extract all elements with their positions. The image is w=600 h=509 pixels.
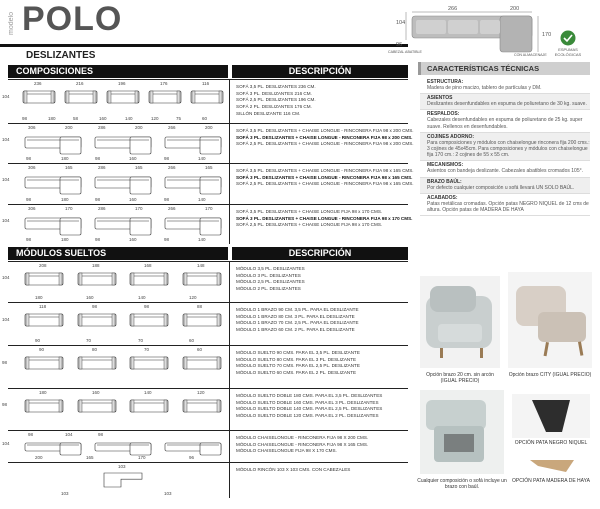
comp-description-line: SOFÁ 3 PL. DESLIZANTES + CHAISE LONGUE - RINCONERA FIJA 98 x 165 CMS. [236,174,413,180]
comp-dim-top: 306 [28,165,36,170]
comp-dim-bottom: 160 [129,197,137,202]
comp-depth-label: 104 [2,94,10,99]
mod-description [236,307,406,334]
mod-sofa-drawing [24,312,64,332]
page-title: POLO [22,0,123,38]
comp-sofa-drawing [190,89,224,109]
mod-dim-bottom: 140 [138,295,146,300]
leg-wood-caption: OPCIÓN PATA MADERA DE HAYA [512,478,590,484]
comp-dim-bottom: 98 [26,237,32,242]
mod-sofa-drawing [129,355,169,375]
hero-dim-depth-a: 104 [396,20,406,26]
mod-sofa-drawing [77,355,117,375]
mod-depth-label: 104 [2,441,10,446]
mod-sofa-drawing [182,398,222,418]
comp-dim-bottom: 160 [129,156,137,161]
comp-dim-bottom: 98 [22,116,28,121]
mod-drawings [2,303,230,345]
mod-row [8,462,408,498]
mod-description-line: MÓDULO 1 BRAZO 60 CM. 2 PL. PARA EL DESLIZANTE [236,327,355,333]
mod-sofa-drawing [24,355,64,375]
mod-row [2,302,408,345]
mod-description-line: MÓDULO 2,5 PL. DESLIZANTES [236,279,305,285]
modulos-desc-heading: DESCRIPCIÓN [232,247,408,260]
mod-description [236,435,406,455]
hero-label-right: CON ALMACENAJE [514,53,547,57]
tech-block-title: ASIENTOS [427,95,453,102]
mod-dim-top: 168 [144,263,152,268]
mod-dim-top: 98 [98,432,104,437]
mod-dim-top: 104 [65,432,73,437]
comp-dim-top: 266 [168,165,176,170]
tech-block-text: Para composiciones y módulos con chaiselongue rinconera fija 200 cms.: 3 cojines de 45x45cm. Para composiciones y módulos con chaiselongue fija 170 cm.: 2 cojines de 55 x 55 cm. [427,139,590,159]
mod-description-line: MÓDULO CHAISELONGUE FIJA 98 X 170 CMS. [236,448,337,454]
hero-dim-depth-b: 96 [396,42,403,48]
mod-dim-top: 160 [92,390,100,395]
mod-dim-bottom: 180 [35,295,43,300]
comp-description-line: SOFÁ 3 PL. DESLIZANTES + CHAISE LONGUE - RINCONERA FIJA 98 x 170 CMS. [236,215,413,221]
arm-20-photo [420,276,500,368]
comp-dim-top: 306 [28,206,36,211]
comp-description-line: SOFÁ 2,5 PL. DESLIZANTES + CHAISE LONGUE - RINCONERA FIJA 98 x 200 CMS. [236,141,414,147]
mod-drawings [8,463,230,498]
comp-sofa-drawing [22,89,56,109]
comp-dim-top: 176 [160,81,168,86]
comp-dim-bottom: 98 [26,156,32,161]
mod-dim-top: 98 [28,432,34,437]
tech-block-text: Por defecto cualquier composición u sofá llevará UN SOLO BAÚL. [427,184,575,191]
comp-dim-top: 200 [205,125,213,130]
mod-dim-bottom: 200 [35,455,43,460]
mod-sofa-drawing [129,312,169,332]
mod-dim-top: 208 [39,263,47,268]
comp-sofa-drawing [94,214,152,240]
comp-dim-top: 286 [98,165,106,170]
mod-description-line: MÓDULO SUELTO 90 CMS. PARA EL 3,5 PL. DESLIZANTE [236,350,360,355]
leg-wood-photo [528,456,576,478]
mod-sofa-drawing [24,271,64,291]
comp-description-line: SOFÁ 2,5 PL. DESLIZANTES + CHAISE LONGUE FIJA 98 x 170 CMS. [236,222,383,228]
storage-caption: Cualquier composición o sofá incluye un brazo con baúl. [417,478,507,490]
hero-dim-corner: 200 [510,6,520,12]
comp-dim-top: 196 [118,81,126,86]
comp-dim-bottom: 160 [99,116,107,121]
mod-dim-bottom: 120 [189,295,197,300]
mod-dim-bottom: 96 [189,455,195,460]
leg-nickel-caption: OPCIÓN PATA NEGRO NIQUEL [514,440,588,446]
mod-description-line: MÓDULO SUELTO 60 CMS. PARA EL 2 PL. DESLIZANTE [236,370,357,376]
mod-description [236,350,406,377]
comp-drawings [2,205,230,244]
mod-sofa-drawing [129,271,169,291]
comp-dim-bottom: 180 [48,116,56,121]
mod-sofa-drawing [77,312,117,332]
mod-dim-bottom: 60 [189,338,195,343]
comp-description-line: SOFÁ 3,5 PL. DESLIZANTES + CHAISE LONGUE - RINCONERA FIJA 98 x 200 CMS. [236,128,414,133]
comp-dim-top: 266 [168,206,176,211]
mod-drawings [2,262,230,302]
mod-dim-top: 148 [197,263,205,268]
mod-drawings [2,389,230,430]
comp-dim-bottom: 60 [202,116,208,121]
mod-dim-top: 180 [39,390,47,395]
comp-dim-bottom: 140 [198,197,206,202]
tech-block [420,94,590,110]
comp-dim-top: 266 [168,125,176,130]
mod-row [2,388,408,430]
modulos-heading: MÓDULOS SUELTOS [8,247,228,260]
tech-heading: CARACTERÍSTICAS TÉCNICAS [418,62,590,75]
comp-sofa-drawing [164,214,222,240]
tech-block [420,133,590,162]
mod-row [2,261,408,302]
hero-dim-depth-c: 170 [542,32,552,38]
comp-sofa-drawing [24,133,82,159]
mod-sofa-drawing [77,271,117,291]
comp-dim-bottom: 180 [61,156,69,161]
comp-dim-top: 165 [135,165,143,170]
comp-dim-top: 200 [135,125,143,130]
mod-description-line: MÓDULO SUELTO DOBLE 160 CMS. PARA EL 3 PL. DESLIZANTES [236,399,379,405]
comp-dim-bottom: 98 [95,156,101,161]
tech-block-title: RESPALDOS: [427,111,460,118]
page-subtitle: DESLIZANTES [26,50,96,61]
mod-sofa-drawing [182,312,222,332]
mod-description-line: MÓDULO 3 PL. DESLIZANTES [236,272,301,278]
comp-dim-top: 286 [98,206,106,211]
mod-description-line: MÓDULO SUELTO DOBLE 180 CMS. PARA EL 3,5 PL. DESLIZANTES [236,393,383,398]
comp-dim-bottom: 180 [61,197,69,202]
mod-sofa-drawing [24,440,82,460]
comp-sofa-drawing [106,89,140,109]
mod-description [236,266,406,293]
mod-sofa-drawing [129,398,169,418]
comp-description-line: SOFÁ 3,5 PL. DESLIZANTES + CHAISE LONGUE - RINCONERA FIJA 98 x 165 CMS. [236,168,414,173]
comp-dim-bottom: 180 [61,237,69,242]
comp-dim-bottom: 98 [164,156,170,161]
comp-dim-bottom: 120 [151,116,159,121]
mod-dim-top: 88 [197,304,203,309]
tech-block [420,178,590,194]
mod-dim-bottom: 90 [35,338,41,343]
comp-sofa-drawing [164,173,222,199]
comp-dim-bottom: 75 [176,116,182,121]
comp-depth-label: 104 [2,177,10,182]
comp-description [236,209,413,229]
mod-dim-top: 70 [144,347,150,352]
mod-sofa-drawing [182,271,222,291]
comp-depth-label: 104 [2,137,10,142]
comp-dim-bottom: 98 [26,197,32,202]
mod-description [236,393,406,420]
mod-depth-label: 98 [2,402,8,407]
mod-dim-bottom: 103 [61,491,69,496]
comp-sofa-drawing [64,89,98,109]
tech-block-text: Asientos con bandeja deslizante. Cabezales abatibles cromados 105°. [427,168,583,175]
mod-row [2,430,408,462]
mod-description-line: MÓDULO CHAISELONGUE - RINCONERA FIJA 98 X 165 CMS. [236,441,369,447]
comp-dim-bottom: 160 [129,237,137,242]
tech-block-text: Madera de pino macizo, tablero de partículas y DM. [427,85,542,91]
comp-dim-top: 165 [65,165,73,170]
comp-row [2,123,414,163]
mod-dim-top: 188 [92,263,100,268]
tech-block [420,110,590,132]
comp-drawings [2,80,230,123]
comp-dim-bottom: 140 [198,237,206,242]
mod-description-line: MÓDULO 2 PL. DESLIZANTES [236,286,301,292]
mod-dim-top: 60 [197,347,203,352]
mod-sofa-drawing [103,472,143,492]
composiciones-desc-heading: DESCRIPCIÓN [232,65,408,78]
comp-sofa-drawing [94,173,152,199]
mod-description-line: MÓDULO 1 BRAZO 80 CM. 3 PL. PARA EL DESLIZANTE [236,313,355,319]
eco-foam-label: ESPUMAS ECOLÓGICAS [554,47,582,57]
storage-arm-photo [420,390,504,474]
arm-city-caption: Opción brazo CITY (IGUAL PRECIO) [508,372,592,378]
hero-label-left: CABEZAL ABATIBLE [388,50,422,54]
mod-depth-label: 98 [2,360,8,365]
comp-row [2,204,413,244]
arm-city-photo [508,272,592,368]
comp-dim-bottom: 140 [125,116,133,121]
comp-description-line: SOFÁ 3 PL. DESLIZANTES 216 CM. [236,90,312,96]
mod-description-line: MÓDULO 1 BRAZO 90 CM. 3,5 PL. PARA EL DESLIZANTE [236,307,359,312]
hero-dim-width: 266 [448,6,458,12]
tech-block-title: MECANISMOS: [427,162,464,169]
comp-sofa-drawing [24,214,82,240]
mod-sofa-drawing [77,398,117,418]
comp-description-line: SOFÁ 2,5 PL. DESLIZANTES 196 CM. [236,97,316,103]
mod-dim-bottom: 70 [86,338,92,343]
comp-drawings [2,164,230,204]
tech-block [420,161,590,177]
tech-block-title: ACABADOS: [427,194,458,201]
comp-dim-top: 170 [135,206,143,211]
mod-dim-bottom: 160 [86,295,94,300]
comp-description [236,84,406,118]
mod-description [236,467,406,474]
comp-dim-bottom: 98 [95,237,101,242]
comp-description-line: SOFÁ 3,5 PL. DESLIZANTES 236 CM. [236,84,316,89]
comp-description-line: SOFÁ 2,5 PL. DESLIZANTES + CHAISE LONGUE - RINCONERA FIJA 98 x 165 CMS. [236,181,414,187]
comp-dim-top: 306 [28,125,36,130]
mod-description-line: MÓDULO 3,5 PL. DESLIZANTES [236,266,305,271]
comp-row [2,79,408,123]
comp-dim-bottom: 98 [164,237,170,242]
mod-sofa-drawing [24,398,64,418]
comp-description-line: SOFÁ 2 PL. DESLIZANTES 176 CM. [236,104,312,110]
comp-dim-bottom: 98 [95,197,101,202]
mod-depth-label: 104 [2,317,10,322]
comp-dim-top: 286 [98,125,106,130]
mod-dim-bottom: 165 [86,455,94,460]
comp-dim-top: 216 [76,81,84,86]
mod-description-line: MÓDULO SUELTO 80 CMS. PARA EL 3 PL. DESLIZANTE [236,356,357,362]
comp-dim-top: 170 [65,206,73,211]
mod-dim-top: 98 [144,304,150,309]
comp-dim-top: 170 [205,206,213,211]
tech-block-title: ESTRUCTURA: [427,79,464,85]
comp-dim-bottom: 98 [164,197,170,202]
model-word: modelo [8,12,15,36]
mod-dim-top: 80 [92,347,98,352]
tech-specs [420,78,590,216]
arm-20-caption: Opción brazo 20 cm. sin arcón (IGUAL PRECIO) [426,372,494,384]
mod-description-line: MÓDULO RINCÓN 103 X 103 CMS. CON CABEZALES [236,467,351,472]
tech-block-title: BRAZO BAÚL: [427,178,462,185]
mod-dim-top: 118 [39,304,47,309]
comp-description [236,128,414,148]
title-divider [0,44,408,47]
tech-block [420,194,590,216]
comp-sofa-drawing [94,133,152,159]
mod-dim-bottom: 103 [164,491,172,496]
mod-dim-top: 98 [92,304,98,309]
comp-description-line: SILLÓN DESLIZANTE 116 CM. [236,110,301,116]
comp-description-line: SOFÁ 3,5 PL. DESLIZANTES + CHAISE LONGUE FIJA 98 x 170 CMS. [236,209,383,214]
mod-description-line: MÓDULO CHAISELONGUE - RINCONERA FIJA 98 X 200 CMS. [236,435,369,440]
comp-sofa-drawing [148,89,182,109]
comp-depth-label: 104 [2,218,10,223]
mod-description-line: MÓDULO SUELTO DOBLE 140 CMS. PARA EL 2,5 PL. DESLIZANTES [236,406,383,412]
mod-depth-label: 104 [2,275,10,280]
mod-dim-top: 90 [39,347,45,352]
comp-dim-top: 116 [202,81,210,86]
mod-dim-top: 140 [144,390,152,395]
comp-drawings [2,124,230,163]
comp-dim-bottom: 140 [198,156,206,161]
mod-description-line: MÓDULO SUELTO 70 CMS. PARA EL 2,5 PL. DESLIZANTE [236,363,360,369]
comp-sofa-drawing [24,173,82,199]
comp-dim-top: 200 [65,125,73,130]
tech-block-text: Cabezales desenfundables en espuma de poliuretano de 25 kg. super suave. Rellenos en desenfundables. [427,117,583,130]
tech-block-text: Patas metálicas cromadas. Opción patas NEGRO NIQUEL de 12 cms de altura. Opción patas de MADERA DE HAYA [427,200,589,214]
mod-drawings [2,431,230,462]
tech-block-text: Deslizantes desenfundables en espuma de poliuretano de 30 kg. suave. [427,101,587,108]
mod-row [2,345,408,388]
comp-description [236,168,414,188]
leg-nickel-photo [512,394,590,438]
mod-description-line: MÓDULO 1 BRAZO 70 CM. 2,5 PL. PARA EL DESLIZANTE [236,320,359,326]
comp-description-line: SOFÁ 3 PL. DESLIZANTES + CHAISE LONGUE - RINCONERA FIJA 98 x 200 CMS. [236,134,413,140]
mod-description-line: MÓDULO SUELTO DOBLE 120 CMS. PARA EL 2 PL. DESLIZANTES [236,413,379,419]
mod-dim-bottom: 170 [138,455,146,460]
mod-sofa-drawing [182,355,222,375]
tech-block [420,78,590,94]
composiciones-heading: COMPOSICIONES [8,65,228,78]
mod-dim-bottom: 70 [138,338,144,343]
comp-sofa-drawing [164,133,222,159]
tech-block-title: COJINES ADORNO: [427,133,475,140]
comp-dim-top: 165 [205,165,213,170]
comp-row [2,163,414,204]
mod-drawings [2,346,230,388]
mod-dim-top: 120 [197,390,205,395]
comp-dim-top: 236 [34,81,42,86]
mod-dim-top: 103 [118,464,126,469]
comp-dim-bottom: 58 [73,116,79,121]
